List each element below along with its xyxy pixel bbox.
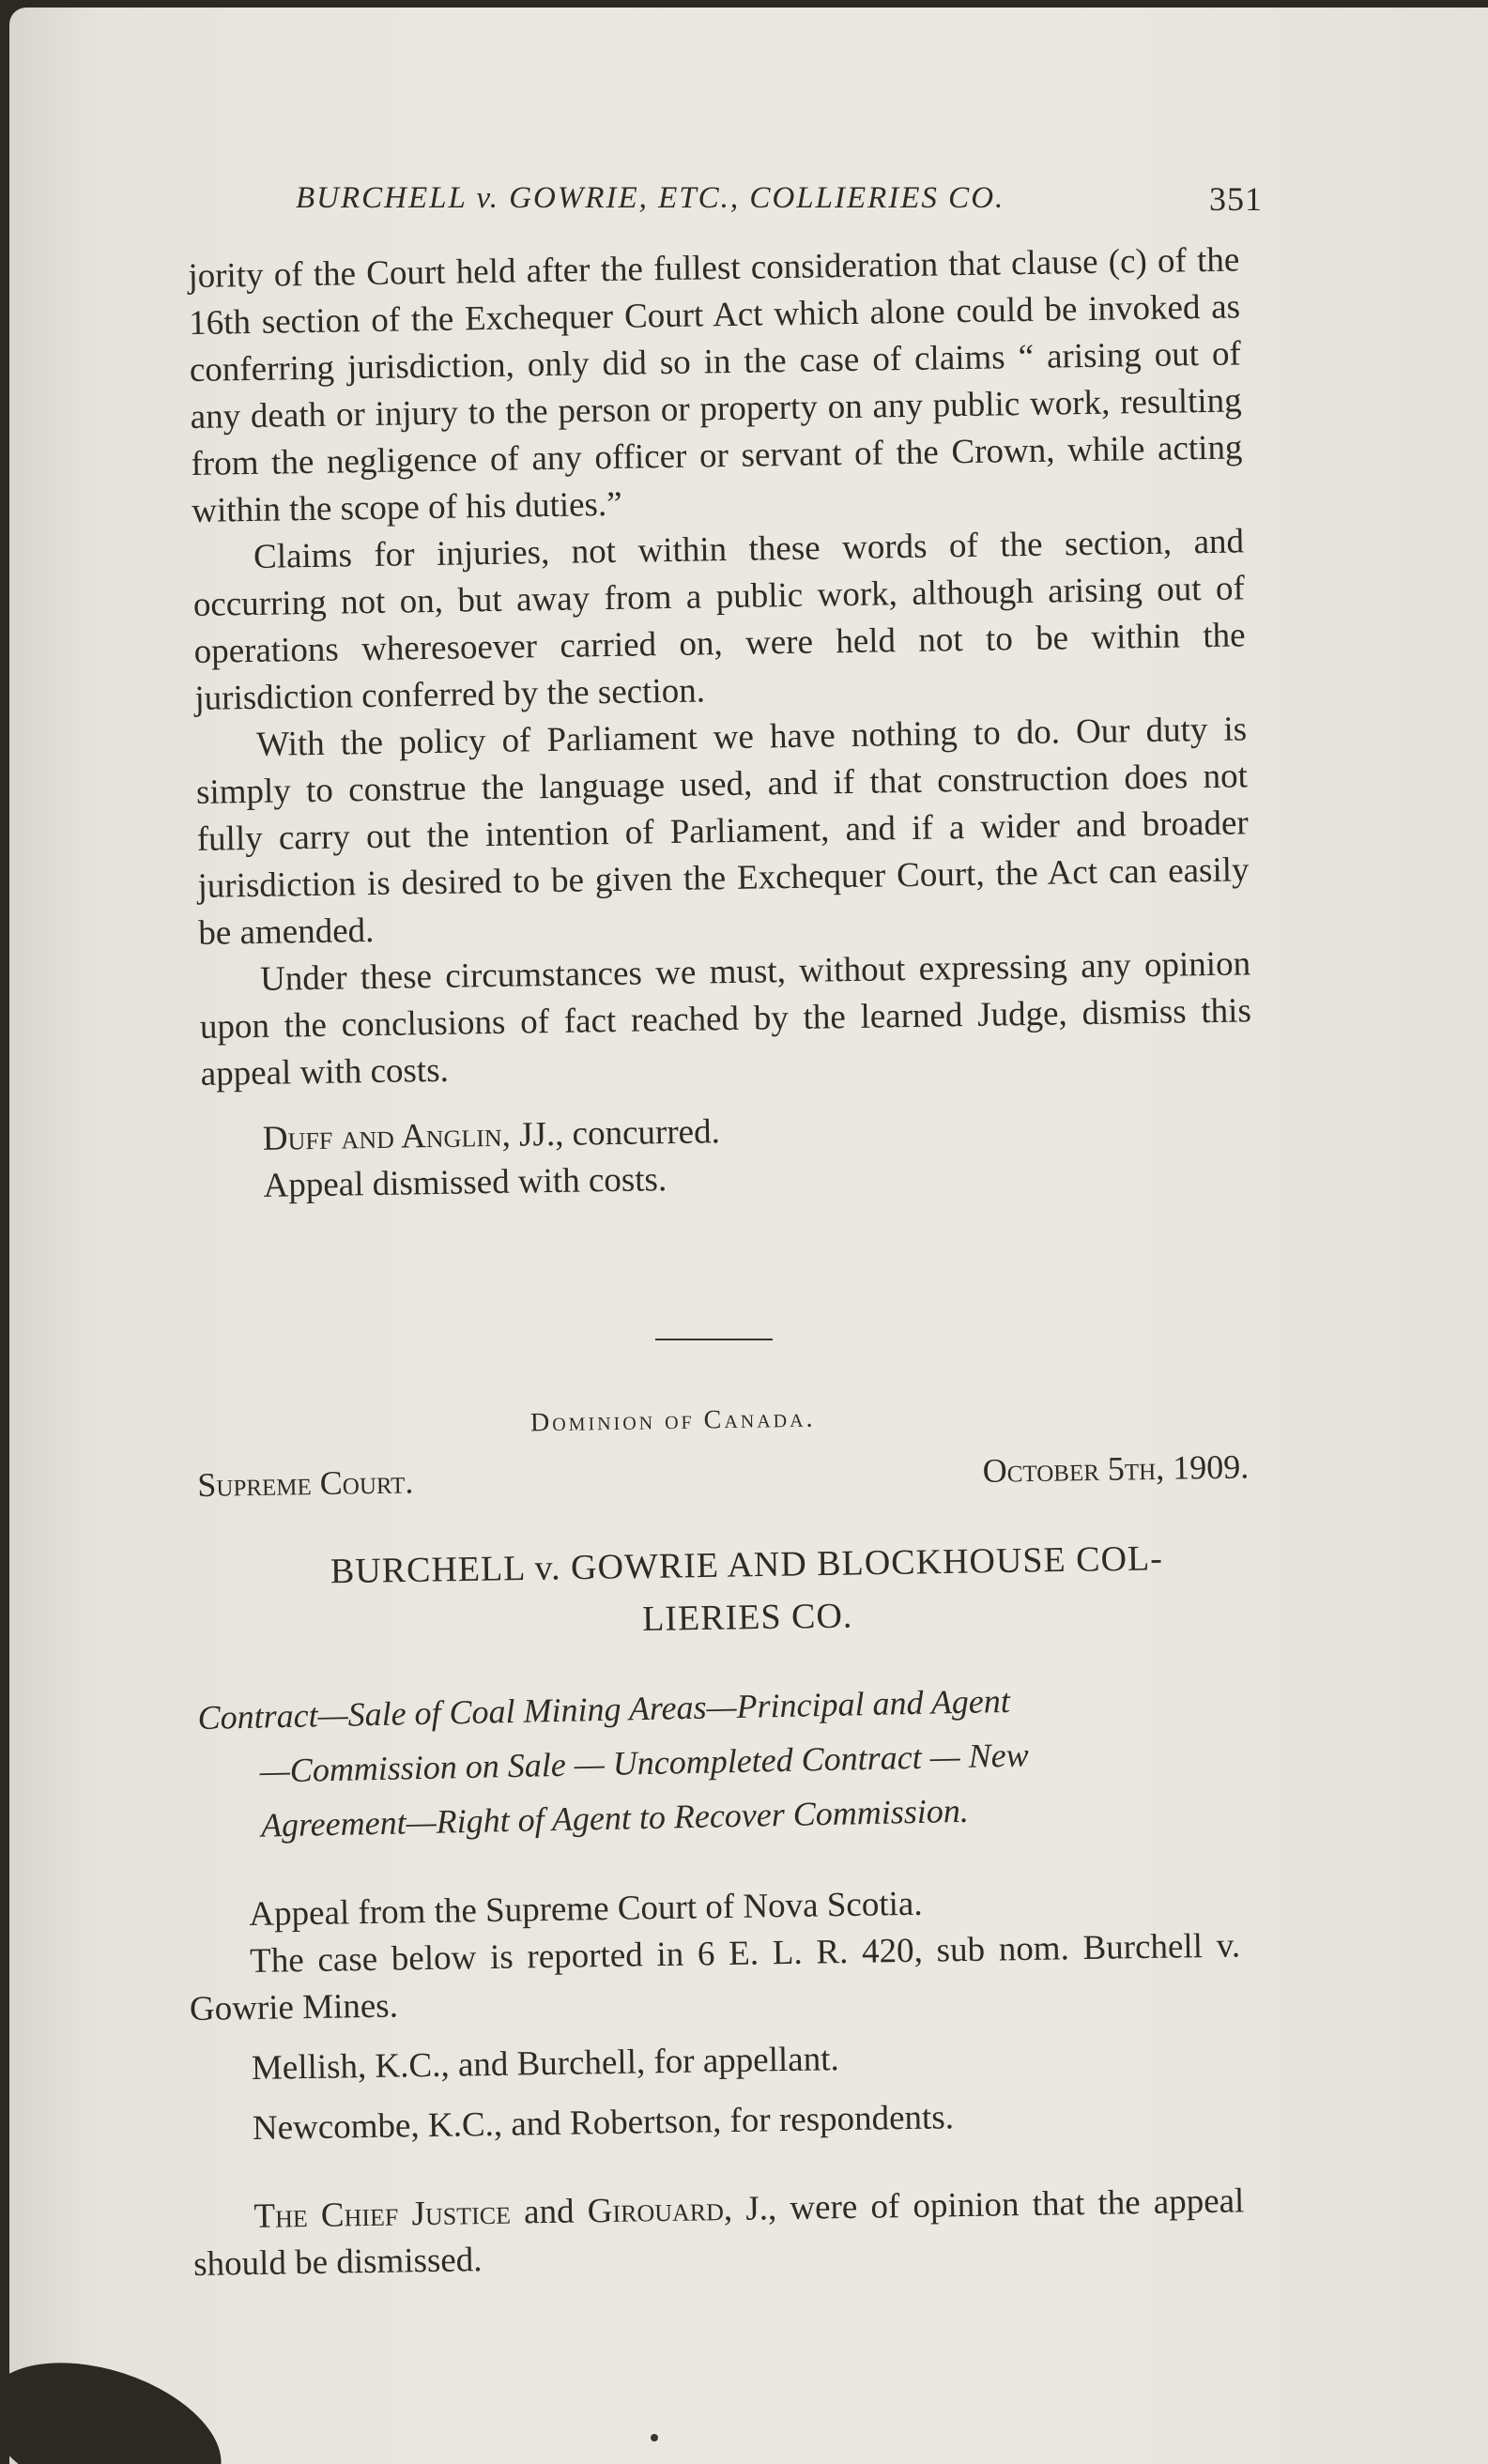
decision-date: October 5th, 1909. bbox=[982, 1447, 1250, 1490]
page-speck bbox=[651, 2434, 658, 2441]
paragraph-1: jority of the Court held after the fullest consideration that clause (c) of the 16th section of the Exchequer Court Act which alone could be invoked as conferring jurisdiction, only did so in the case of claims “ arising out of any death or injury to the person or property on any public work, resulting from the negligence of any officer or servant of the Crown, while acting within the scope of his duties.” bbox=[188, 240, 1243, 530]
page-number: 351 bbox=[1209, 180, 1263, 218]
concurring-judges: Duff and Anglin bbox=[262, 1115, 502, 1158]
headnote-line-3: Agreement—Right of Agent to Recover Commission. bbox=[260, 1791, 970, 1844]
running-title: BURCHELL v. GOWRIE, ETC., COLLIERIES CO. bbox=[296, 181, 1005, 215]
case-title bbox=[225, 1531, 1269, 1652]
appeal-from: Appeal from the Supreme Court of Nova Scotia. bbox=[249, 1884, 923, 1934]
opinion-line bbox=[192, 2178, 1245, 2288]
disposition: Appeal dismissed with costs. bbox=[263, 1160, 667, 1205]
jurisdiction-heading: Dominion of Canada. bbox=[529, 1403, 816, 1438]
page bbox=[9, 8, 1488, 2464]
counsel-respondents: Newcombe, K.C., and Robertson, for respondents. bbox=[252, 2098, 955, 2148]
report-citation: The case below is reported in 6 E. L. R. 420, sub nom. Burchell v. Gowrie Mines. bbox=[189, 1926, 1241, 2028]
running-header bbox=[296, 181, 1263, 216]
paragraph-3: With the policy of Parliament we have nothing to do. Our duty is simply to construe the language used, and if that construction does not fully carry out the intention of Parliament, and if a wider and broader jurisdiction is desired to be given the Exchequer Court, the Act can easily be amended. bbox=[195, 710, 1250, 953]
court-date-line bbox=[197, 1448, 1250, 1505]
counsel-appellant: Mellish, K.C., and Burchell, for appellant. bbox=[251, 2040, 839, 2088]
paragraph-2: Claims for injuries, not within these words of the section, and occurring not on, but away from a public work, although arising out of operations wheresoever carried on, were held not to be within the jurisdiction conferred by the section. bbox=[192, 522, 1246, 718]
headnote-line-2: —Commission on Sale — Uncompleted Contract — New bbox=[259, 1736, 1030, 1790]
chief-justice: The Chief Justice bbox=[253, 2193, 512, 2236]
paragraph-4: Under these circumstances we must, without expressing any opinion upon the conclusions of fact reached by the learned Judge, dismiss this appeal with costs. bbox=[199, 944, 1252, 1094]
opinion-connector: and bbox=[510, 2192, 589, 2232]
opinion-rest: , J., were of opinion that the appeal should be dismissed. bbox=[192, 2181, 1245, 2284]
headnote-line-1: Contract—Sale of Coal Mining Areas—Principal and Agent bbox=[197, 1681, 1011, 1737]
court-name: Supreme Court. bbox=[197, 1462, 414, 1504]
case-title-line-2: LIERIES CO. bbox=[641, 1596, 853, 1640]
judgment-text bbox=[188, 237, 1254, 1210]
concurrence-rest: , JJ., concurred. bbox=[501, 1112, 721, 1155]
headnote bbox=[197, 1669, 1251, 1854]
case-details bbox=[188, 1875, 1245, 2288]
section-divider bbox=[655, 1339, 773, 1340]
case-title-line-1: BURCHELL v. GOWRIE AND BLOCKHOUSE COL- bbox=[330, 1538, 1164, 1592]
justice-girouard: Girouard bbox=[587, 2190, 725, 2231]
